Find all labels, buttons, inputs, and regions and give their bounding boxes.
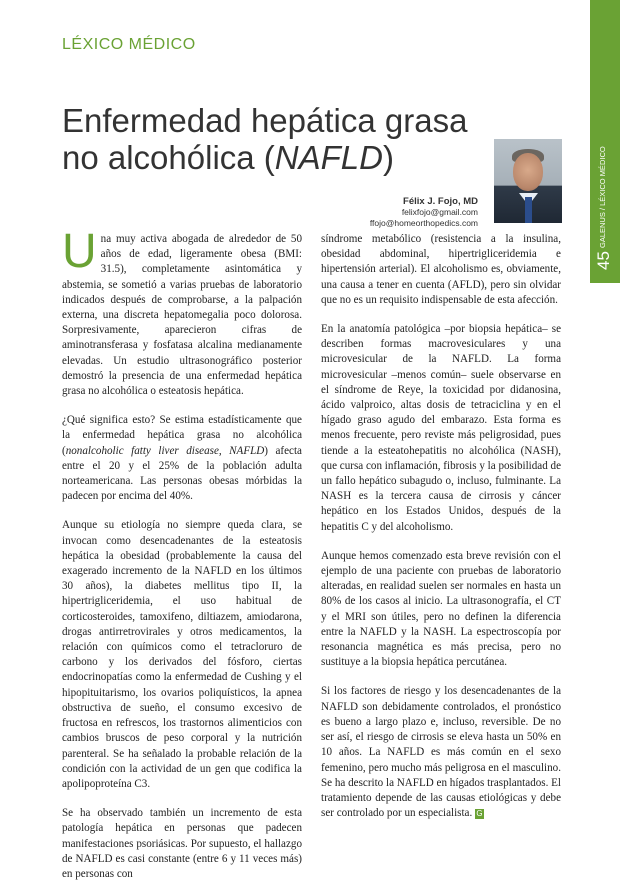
paragraph: En la anatomía patológica –por biopsia hepática– se describen formas macrovesiculares y una microvesicular de la NAFLD. La forma microvesicular –menos común– suele observarse en el síndrome de Reye, la toxicidad por didanosina, ácido valproico, altas dosis de tetraciclina y en el hígado graso agudo del embarazo. Esta forma es menos frecuente, pero reviste más peligrosidad, pues tiende a la esteatohepatitis no alcohólica (NASH), que cursa con inflamación, fibrosis y la posibilidad de un fallo hepático subagudo o, incluso, fulminante. La NASH es la tercera causa de cirrosis y cáncer hepático en los Estados Unidos, después de la hepatitis C y del alcoholismo. <box>321 323 561 533</box>
article-title <box>62 102 492 176</box>
author-block <box>370 196 478 229</box>
paragraph: síndrome metabólico (resistencia a la insulina, obesidad abdominal, hipertrigliceridemia e hipertensión arterial). El alcoholismo es, obviamente, una causa a tener en cuenta (AFLD), pero sin olvidar que no es un requisito indispensable de esta afección. <box>321 233 561 306</box>
section-label: LÉXICO MÉDICO <box>62 36 196 53</box>
paragraph: Aunque su etiología no siempre queda clara, se invocan como desencadenantes de la esteatosis hepática la obesidad (probablemente la causa del exagerado incremento de la NAFLD en los últimos 30 años), la diabetes mellitus tipo II, la hipertrigliceridemia, el uso habitual de corticosteroides, tamoxifeno, diltiazem, amiodarona, drogas antirretrovirales y otros medicamentos, la relación con químicos como el tetracloruro de carbono y los derivados del fósforo, ciertas endocrinopatías como la enfermedad de Cushing y el hipopituitarismo, los ovarios poliquísticos, la apnea obstructiva de sueño, el consumo excesivo de fructosa en refrescos, los trastornos alimenticios con cambios bruscos de peso corporal y la nutrición parenteral. Se ha señalado la probable relación de la condición con la actividad de un gen que codifica la apolipoproteína C3. <box>62 519 302 790</box>
author-photo <box>494 139 562 223</box>
author-email-1: felixfojo@gmail.com <box>401 207 478 217</box>
paragraph: Se ha observado también un incremento de esta patología hepática en personas que padecen manifestaciones psoriásicas. Por supuesto, el hallazgo de NAFLD es casi constante (entre 6 y 11 veces más) en personas con <box>62 807 302 880</box>
drop-cap: U <box>62 225 97 278</box>
author-name: Félix J. Fojo, MD <box>403 196 478 207</box>
title-line1: Enfermedad hepática grasa <box>62 102 468 139</box>
paragraph: Una muy activa abogada de alrededor de 50 años de edad, ligeramente obesa (BMI: 31.5), completamente asintomática y abstemia, se sometió a varias pruebas de laboratorio indicados después de comprobarse, a la palpación externa, una discreta hepatomegalia poco dolorosa. Sorpresivamente, aparecieron cifras de aminotransferasa y fosfatasa alcalina medianamente elevadas. Un estudio ultrasonográfico posterior demostró la presencia de una enfermedad hepática grasa no alcohólica o esteatosis hepática. <box>62 225 302 398</box>
paragraph: ¿Qué significa esto? Se estima estadísticamente que la enfermedad hepática grasa no alcohólica (nonalcoholic fatty liver disease, NAFLD) afecta entre el 20 y el 25% de la población adulta norteamericana. Las personas obesas mórbidas la padecen por encima del 40%. <box>62 414 302 503</box>
page-number: 45 <box>594 251 613 270</box>
column-1 <box>62 225 302 896</box>
sidebar-label: GALENUS / LÉXICO MÉDICO <box>598 146 607 248</box>
title-line2-prefix: no alcohólica ( <box>62 139 275 176</box>
paragraph: Aunque hemos comenzado esta breve revisión con el ejemplo de una paciente con pruebas de laboratorio alteradas, en realidad suelen ser normales en hasta un 80% de los casos al inicio. La ultrasonografía, el CT y el MRI son útiles, pero no definen la diferencia entre la NAFLD y la NASH. La espectroscopía por resonancia magnética es más precisa, pero no sustituye a la biopsia hepática percutánea. <box>321 549 561 669</box>
sidebar <box>590 0 620 802</box>
title-line2-italic: NAFLD <box>274 139 383 176</box>
column-2 <box>321 232 561 835</box>
title-line2-suffix: ) <box>382 139 394 176</box>
author-email-2: ffojo@homeorthopedics.com <box>369 218 478 228</box>
paragraph: Si los factores de riesgo y los desencadenantes de la NAFLD son debidamente controlados, el pronóstico es bueno a largo plazo e, incluso, reversible. De no ser así, el riesgo de cirrosis se eleva hasta un 50% en 10 años. La NAFLD es más común en el sexo femenino, pero mucho más peligrosa en el masculino. Se ha descrito la NAFLD en hígados trasplantados. El tratamiento depende de las causas etiológicas y debe ser controlado por un especialista. G <box>321 685 562 820</box>
end-mark-icon: G <box>476 808 483 818</box>
